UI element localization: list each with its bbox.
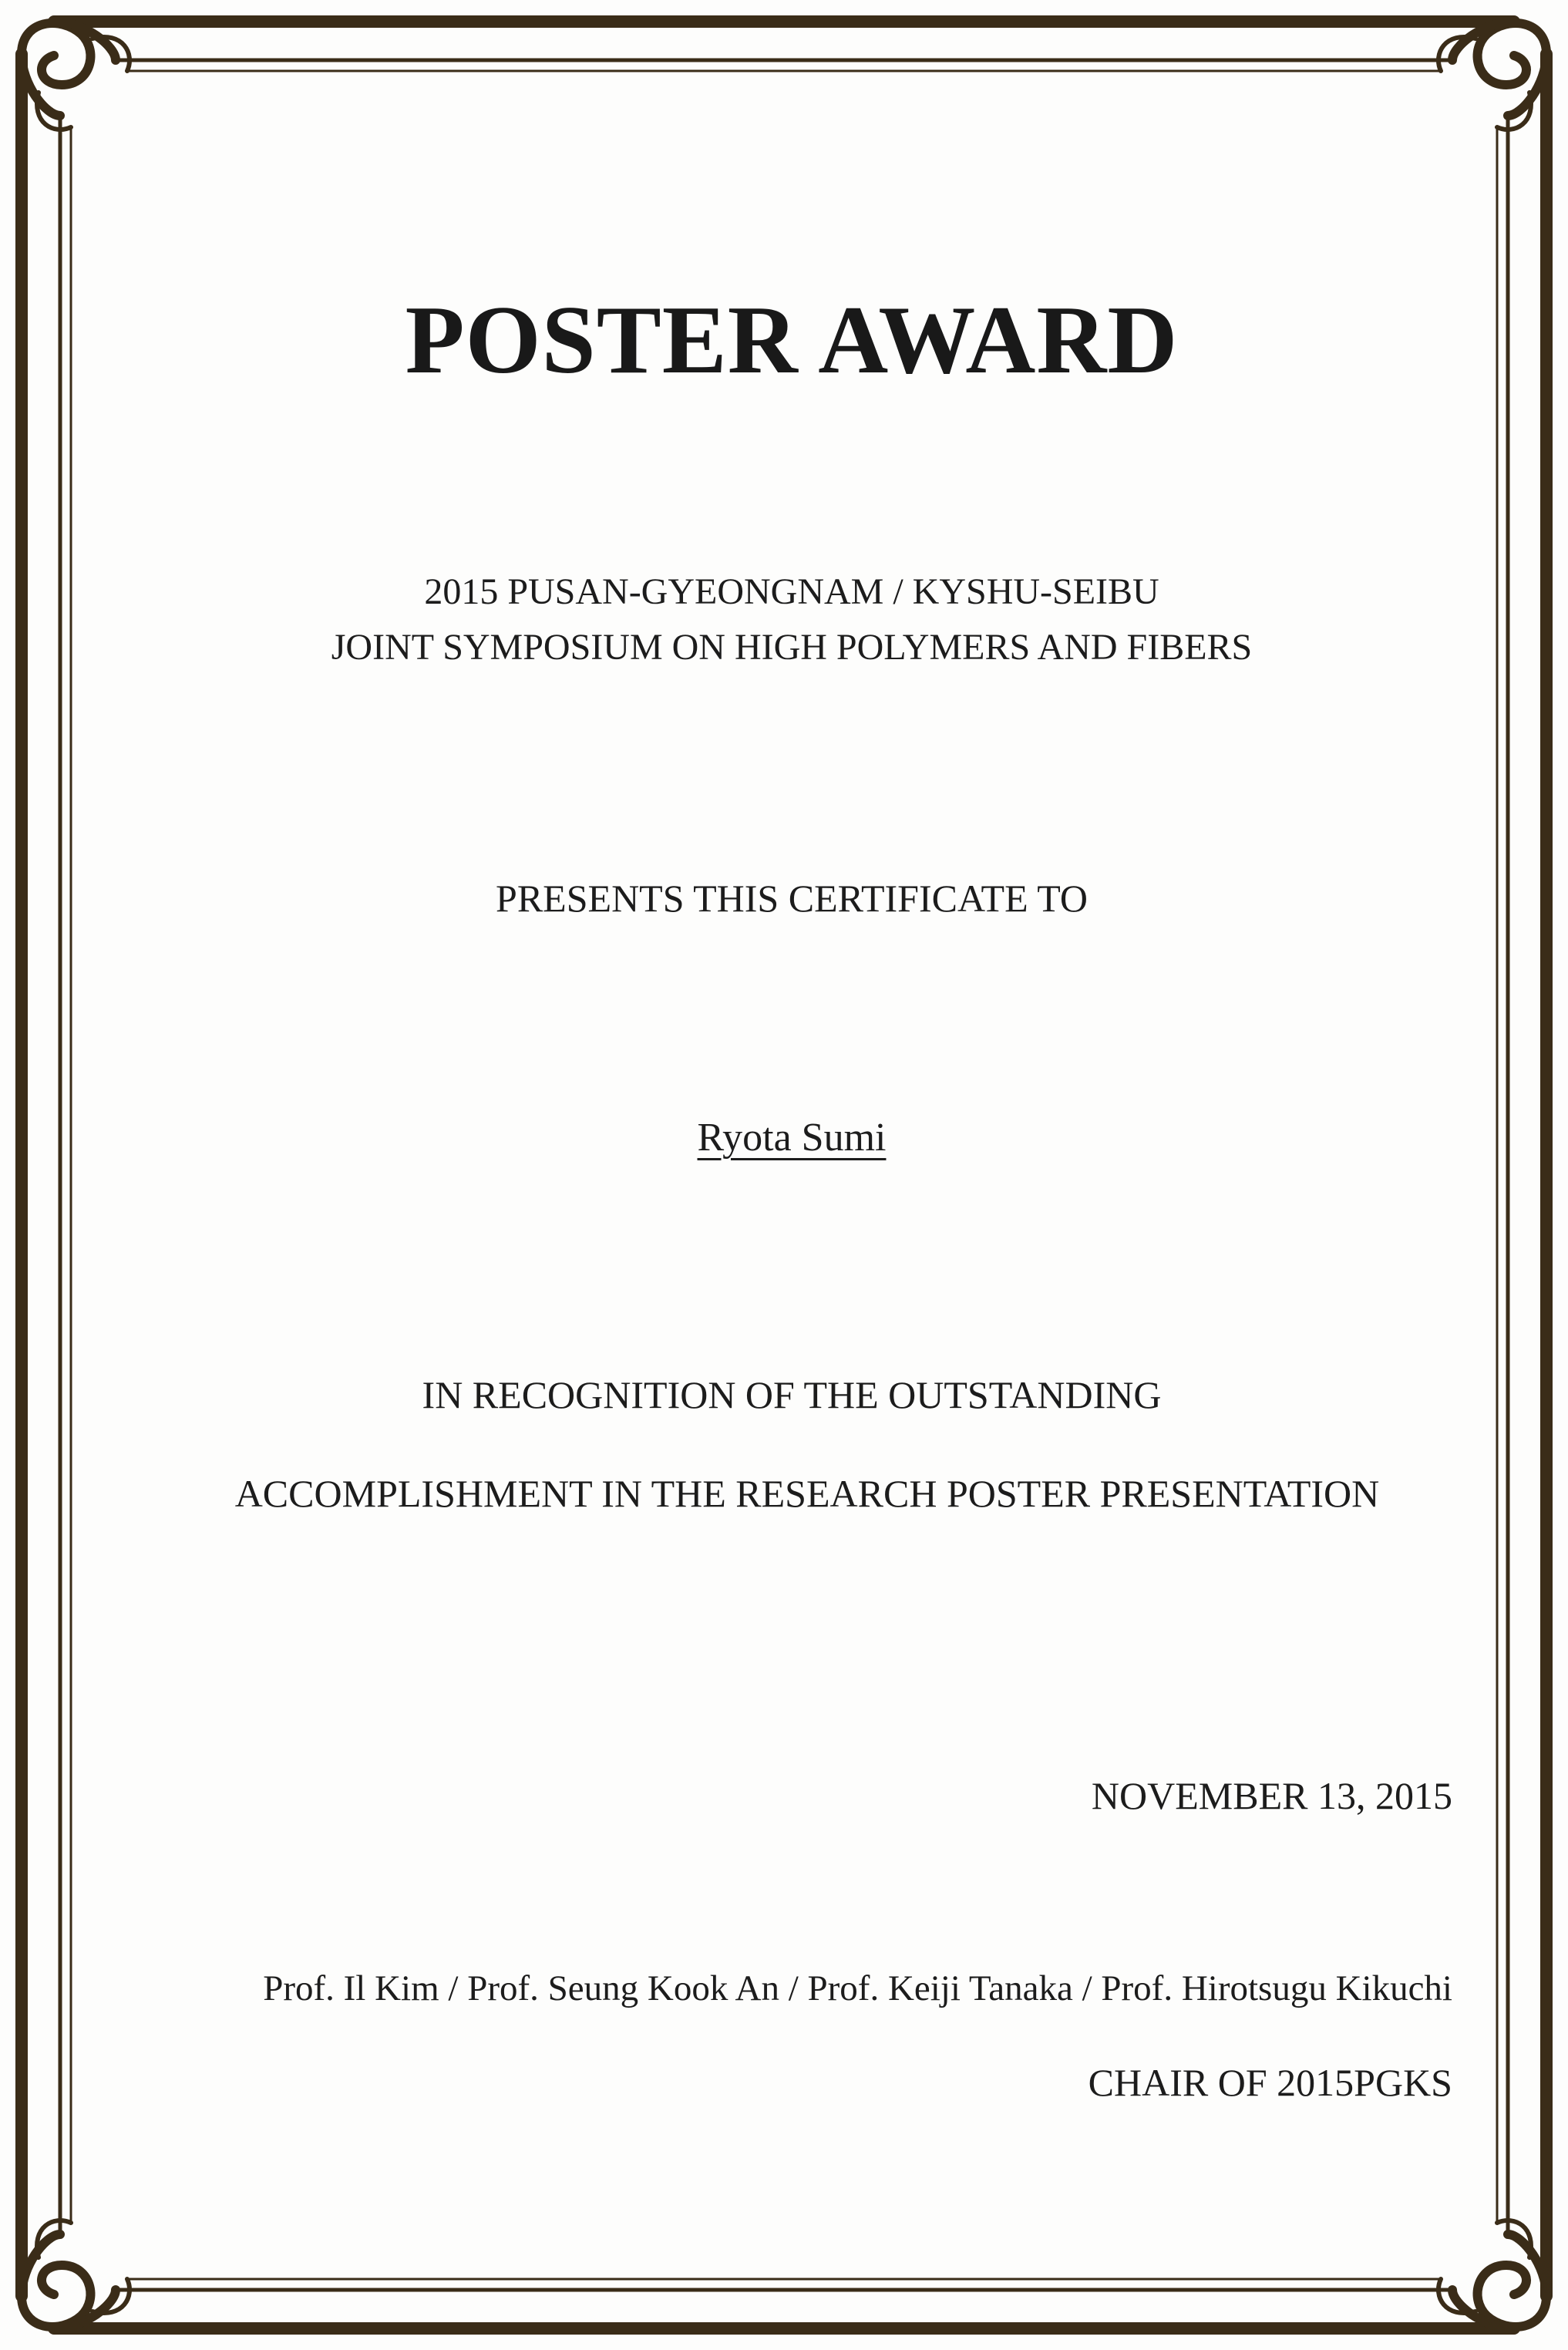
certificate-title: POSTER AWARD: [405, 287, 1179, 394]
corner-ornament-bottom-right: [1438, 2220, 1546, 2328]
corner-ornament-bottom-left: [22, 2220, 130, 2328]
recipient-name: Ryota Sumi: [697, 1116, 887, 1160]
corner-ornament-top-right: [1438, 22, 1546, 130]
recognition-line2: ACCOMPLISHMENT IN THE RESEARCH POSTER PRESENTATION: [234, 1472, 1380, 1515]
chair-names: Prof. Il Kim / Prof. Seung Kook An / Prof. Keiji Tanaka / Prof. Hirotsugu Kikuchi: [263, 1968, 1452, 2008]
event-name-line2: JOINT SYMPOSIUM ON HIGH POLYMERS AND FIBERS: [331, 627, 1253, 668]
recipient-name-wrapper: [8, 1115, 1568, 1160]
award-date: NOVEMBER 13, 2015: [1091, 1774, 1452, 1817]
recognition-line1: IN RECOGNITION OF THE OUTSTANDING: [422, 1373, 1162, 1416]
presents-text: PRESENTS THIS CERTIFICATE TO: [496, 877, 1088, 920]
inner-frame-2: [71, 71, 1497, 2279]
event-name-line1: 2015 PUSAN-GYEONGNAM / KYSHU-SEIBU: [424, 571, 1159, 612]
chair-title: CHAIR OF 2015PGKS: [1088, 2061, 1452, 2104]
corner-ornament-top-left: [22, 22, 130, 130]
